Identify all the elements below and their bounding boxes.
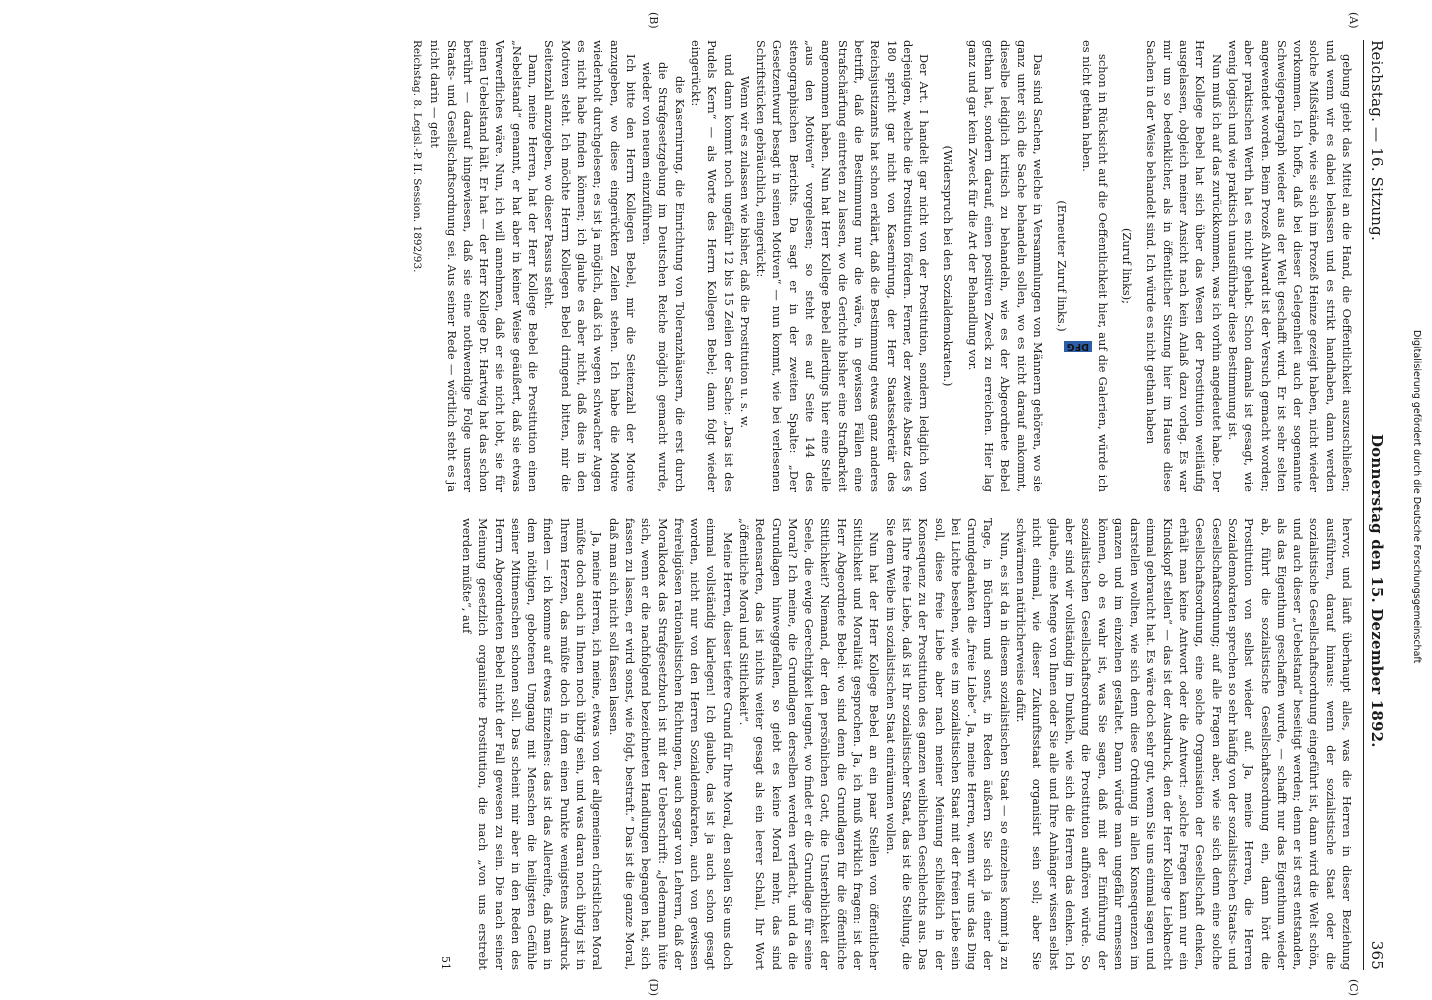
margin-marker-b: (B)	[647, 12, 660, 29]
right-paragraph-2: Nun, es ist da in diesem sozialistischen Staat — so einzelnes kommt ja zu Tage, in Büchern und sonst, in Reden äußern Sie sich ja einer der Grundgedanken die „freie Liebe“. Ja, meine Herren, wenn wir uns das Ding bei Lichte besehen, wie es im sozialistischen Staat mit der freien Liebe sein soll, diese freie Liebe aber nach meiner Meinung schließlich in der Konsequenz zu der Prostitution des ganzen weiblichen Geschlechts aus. Das ist Ihre freie Liebe, daß ist Ihr sozialistischer Staat, das ist die Stellung, die Sie dem Weibe im sozialistischen Staat einräumen wollen.	[883, 518, 1012, 970]
left-paragraph-7: und dann kommt noch ungefähr 12 bis 15 Zeilen der Sache: „Das ist des Pudels Kern“ — als Worte des Herrn Kollegen Bebel; dann folgt wieder eingerückt:	[689, 40, 736, 492]
left-paragraph-9: Ich bitte den Herrn Kollegen Bebel, mir die Seitenzahl der Motive anzugeben, wo diese eingerückten Zeilen stehen. Ich habe die Motive wiederholt durchgelesen; es ist ja möglich, daß ich wegen schwacher Augen es nicht habe finden können; ich glaube es aber nicht, daß dies in den Motiven steht. Ich möchte Herrn Kollegen Bebel dringend bitten, mir die Seitenzahl anzugeben, wo dieser Passus steht.	[542, 40, 638, 492]
column-footer: Reichstag. 8. Legisl.-P. II. Session. 1892/93.	[410, 40, 423, 273]
right-paragraph-4: Meine Herren, dieser tiefere Grund für Ihre Moral, den sollen Sie uns doch einmal vollständig klarlegen! Ich glaube, das ist ja auch schon gesagt worden, nicht nur von den Herren Sozialdemokraten, auch von gewissen freireligiösen rationalistischen Richtungen, auch sogar von Lehrern, daß der Moralkodex das Strafgesetzbuch ist mit der Ueberschrift: „Jedermann hüte sich, wenn er die nachfolgend bezeichneten Handlungen begangen hat, sich fassen zu lassen, er wird sonst, wie folgt, bestraft.“ Das ist die ganze Moral, daß man sich nicht soll fassen lassen.	[606, 518, 735, 970]
dfg-logo: DFG	[1064, 341, 1092, 352]
page-header	[1363, 40, 1386, 970]
interjection: (Widerspruch bei den Sozialdemokraten.)	[941, 145, 956, 387]
page-number: 365	[1368, 940, 1386, 970]
left-paragraph-1: gebung giebt das Mittel an die Hand, die Oeffentlichkeit auszuschließen; und wenn wir es dabei belassen und es strikt handhaben, dann werden solche Mißstände, wie sie sich im Prozeß Heinze gezeigt haben, nicht wieder vorkommen. Ich hoffe, daß bei dieser Gelegenheit auch der sogenannte Schweigeparagraph wieder aus der Welt geschafft wird. Er ist sehr selten angewendet worden. Beim Prozeß Ahlwardt ist der Versuch gemacht worden; aber praktischen Werth hat es nicht gehabt. Schon damals ist gesagt, wie wenig logisch und wie praktisch unausführbar diese Bestimmung ist.	[1225, 40, 1354, 492]
left-paragraph-3: schon in Rücksicht auf die Oeffentlichkeit hier, auf die Galerien, würde ich es nicht gethan haben.	[1079, 40, 1110, 492]
left-paragraph-10: Dann, meine Herren, hat der Herr Kollege Bebel die Prostitution einen „Nebelstand“ genannt, er hat aber in keiner Weise geäußert, daß sie etwas Verwerfliches wäre. Nun, ich will annehmen, daß er sie nicht lobt, sie für einen Uebelstand hält. Er hat — der Herr Kollege Dr. Hartwig hat das schon berührt — darauf hingewiesen, daß sie eine nothwendige Folge unserer Staats- und Gesellschaftsordnung sei. Aus seiner Rede — wörtlich steht es ja nicht darin — geht	[428, 40, 541, 492]
header-date: Donnerstag den 15. Dezember 1892.	[1368, 433, 1386, 748]
credit-text: Digitalisierung gefördert durch die Deutsche Forschungsgemeinschaft	[1411, 330, 1422, 664]
left-paragraph-4: Das sind Sachen, welche in Versammlungen von Männern gehören, wo sie ganz unter sich die Sache behandeln sollen, wo es nicht darauf ankommt, dieselbe lediglich kritisch zu behandeln, wie es der Abgeordnete Bebel gethan hat, sondern darauf, einen positiven Zweck zu erreichen. Hier lag ganz und gar kein Zweck für die Art der Behandlung vor.	[965, 40, 1045, 492]
right-column	[55, 518, 1355, 970]
left-paragraph-2: Nun muß ich auf das zurückkommen, was ich vorhin angedeutet habe. Der Herr Kollege Bebel hat sich über das Wesen der Prostitution weitläufig ausgelassen, obgleich meiner Ansicht nach kein Anlaß dazu vorlag. Es war mir um so bedenklicher, als in öffentlicher Sitzung hier im Hause diese Sachen in der Weise behandelt sind. Ich würde es nicht gethan haben	[1144, 40, 1224, 492]
quote: Wenn wir es zulassen wie bisher, daß die Prostitution u. s. w.	[737, 76, 752, 428]
interjection: (Zuruf links);	[1120, 228, 1135, 304]
margin-marker-d: (D)	[647, 978, 660, 996]
header-left: Reichstag. — 16. Sitzung.	[1368, 40, 1386, 241]
left-column	[55, 40, 1355, 492]
quote: die Kasernirung, die Einrichtung von Toleranzhäusern, die erst durch die Strafgesetzgebung im Deutschen Reiche möglich gemacht wurde, wieder von neuem einzuführen.	[640, 62, 687, 492]
interjection: (Erneuter Zuruf links.)	[1055, 200, 1070, 332]
left-paragraph-5: Der Art. I handelt gar nicht von der Prostitution, sondern lediglich von derjenigen, welche die Prostitution fördern. Ferner, der zweite Absatz des § 180 spricht gar nicht von Kasernirung, der Herr Staatssekretär des Reichsjustizamts hat schon erklärt, daß die Bestimmung etwas ganz anderes betrifft, daß die Bestimmung nur die wäre, in gewissen Fällen eine Strafschärfung eintreten zu lassen, wo die Gerichte bisher eine Strafbarkeit angenommen haben. Nun hat Herr Kollege Bebel allerdings hier eine Stelle „aus den Motiven“ vorgelesen; so steht es auf Seite 144 des stenographischen Berichts. Da sagt er in der zweiten Spalte: „Der Gesetzentwurf besagt in seinen Motiven“ — nun kommt, wie bei verlesenen Schriftstücken gebräuchlich, eingerückt:	[754, 40, 932, 492]
right-paragraph-5: Ja, meine Herren, ich meine, etwas von der allgemeinen christlichen Moral müßte doch auch in Ihnen noch übrig sein, und was daran noch übrig ist in Ihrem Herzen, das müßte doch in dem einen Punkte wenigstens Ausdruck finden — ich komme auf etwas Einzelnes: das ist das Allereifte, daß man in dem nöthigen, gebotenen Umgang mit Menschen die heiligsten Gefühle seiner Mitmenschen schonen soll. Das scheint mir aber in den Reden des Herrn Abgeordneten Bebel nicht der Fall gewesen zu sein. Die nach seiner Meinung gesetzlich organisirte Prostitution, die nach „von uns erstrebt werden müßte“, auf	[459, 518, 605, 970]
margin-marker-c: (C)	[1347, 979, 1360, 996]
right-paragraph-3: Nun hat der Herr Kollege Bebel an ein paar Stellen von öffentlicher Sittlichkeit und Moralität gesprochen. Ja, ich muß wirklich fragen: ist der Herr Abgeordnete Bebel: wo sind denn die Grundlagen für die öffentliche Sittlichkeit? Niemand, der den persönlichen Gott, die Unsterblichkeit der Seele, die ewige Gerechtigkeit leugnet, wo findet er die Grundlage für seine Moral? Ich meine, die Grundlagen derselben werden verflacht, und da die Grundlagen hinweggefallen, so giebt es keine Moral mehr, das sind Redensarten, das ist nichts weiter gesagt als ein leerer Schall, Ihr Wort „öffentliche Moral und Sittlichkeit“.	[737, 518, 882, 970]
right-paragraph-1: hervor, und läuft überhaupt alles, was die Herren in dieser Beziehung ausführen, darauf hinaus: wenn der sozialistische Staat oder die sozialistische Gesellschaftsordnung eingeführt ist, dann wird die Welt schön, und auch dieser „Uebelstand“ beseitigt werden; denn er ist erst entstanden, als das Eigenthum geschaffen wurde, — schafft nur das Eigenthum wieder ab, führt die sozialistische Gesellschaftsordnung ein, dann hört die Prostitution von selbst wieder auf. Ja, meine Herren, die Herren Sozialdemokraten sprechen so sehr häufig von der sozialistischen Staats- und Gesellschaftsordnung; auf alle Fragen aber, wie sie sich denn eine solche Gesellschaftsordnung, eine solche Organisation der Gesellschaft denken, erhält man keine Antwort oder die Antwort: „solche Fragen kann nur ein Kindskopf stellen“ — das ist der Ausdruck, den der Herr Kollege Liebknecht einmal gebraucht hat. Es wäre doch sehr gut, wenn Sie uns einmal sagen und darstellen wollten, wie sich denn diese Ordnung in allen Konsequenzen im ganzen und im einzelnen gestaltet. Dann würde man ungefähr ermessen können, ob es wahr ist, was Sie sagen, daß mit der Einführung der sozialistischen Gesellschaftsordnung die Prostitution aufhören würde. So aber sind wir vollständig im Dunkeln, wie sich die Herren das denken. Ich glaube, eine Menge von Ihnen oder Sie alle und Ihre Anhänger wissen selbst nicht einmal, wie dieser Zukunftsstaat organisirt sein soll; aber Sie schwärmen natürlicherweise dafür.	[1014, 518, 1354, 970]
signature-mark: 51	[438, 956, 452, 970]
margin-marker-a: (A)	[1347, 12, 1360, 29]
document-page	[10, 0, 1400, 1000]
